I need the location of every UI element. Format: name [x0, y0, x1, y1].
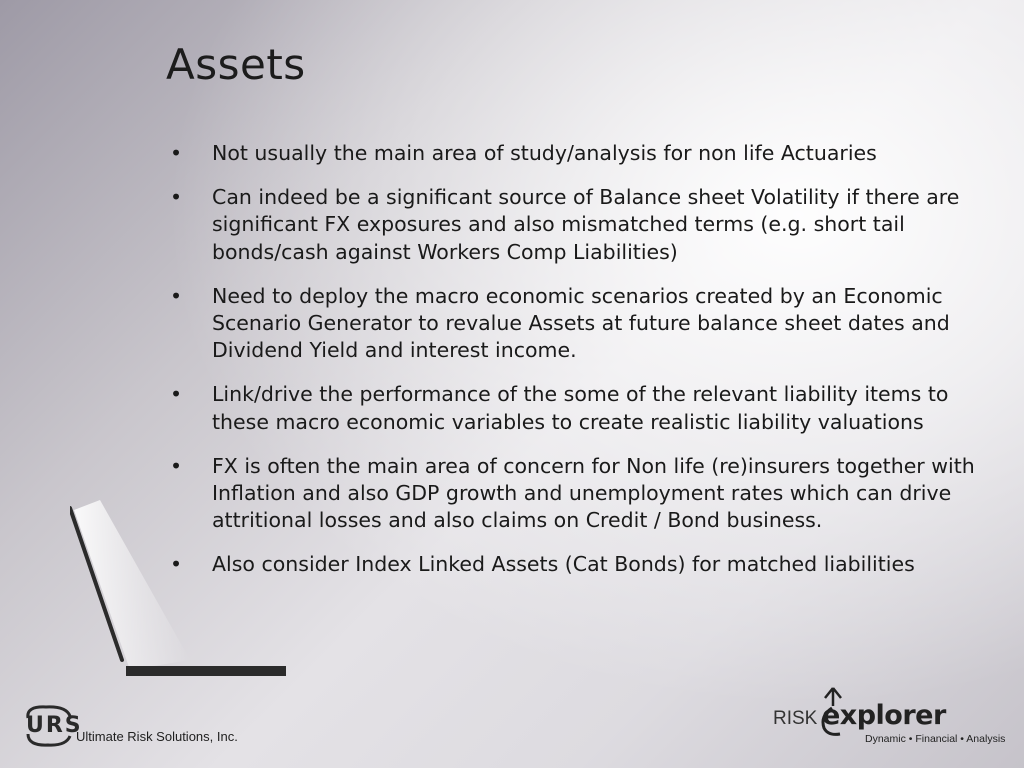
urs-mark: URS [26, 713, 83, 738]
bullet-text: Not usually the main area of study/analysis for non life Actuaries [212, 141, 877, 165]
bullet-text: FX is often the main area of concern for Non life (re)insurers together with Inflation and also GDP growth and unemployment rates which can drive attritional losses and also claims on Credit / Bond business. [212, 453, 975, 533]
bullet-text: Can indeed be a significant source of Balance sheet Volatility if there are significant FX exposures and also mismatched terms (e.g. short tail bonds/cash against Workers Comp Liabilities) [212, 185, 960, 264]
base-bar [126, 666, 286, 676]
bullet-symbol: • [170, 283, 183, 308]
bullet-item [170, 453, 990, 535]
bullet-symbol: • [170, 382, 183, 407]
bullet-item [170, 140, 990, 167]
urs-company-name: Ultimate Risk Solutions, Inc. [76, 729, 238, 744]
slide-title: Assets [166, 40, 306, 89]
urs-logo [24, 704, 264, 748]
logo-tagline: Dynamic • Financial • Analysis [865, 733, 1006, 745]
bullet-list [170, 140, 990, 596]
bullet-symbol: • [170, 141, 183, 165]
bullet-item [170, 551, 990, 578]
bullet-item [170, 381, 990, 435]
bullet-symbol: • [170, 185, 183, 210]
logo-explorer-text: explorer [822, 700, 946, 731]
bullet-item [170, 184, 990, 266]
bullet-item [170, 283, 990, 365]
bullet-symbol: • [170, 552, 183, 577]
bullet-text: Also consider Index Linked Assets (Cat Bonds) for matched liabilities [212, 552, 915, 577]
risk-explorer-logo [770, 686, 1010, 750]
logo-risk-text: RISK [773, 708, 818, 729]
bullet-text: Link/drive the performance of the some of the relevant liability items to these macro economic variables to create realistic liability valuations [212, 382, 949, 434]
bullet-symbol: • [170, 453, 183, 478]
bullet-text: Need to deploy the macro economic scenarios created by an Economic Scenario Generator to revalue Assets at future balance sheet dates and Dividend Yield and interest income. [212, 283, 950, 363]
